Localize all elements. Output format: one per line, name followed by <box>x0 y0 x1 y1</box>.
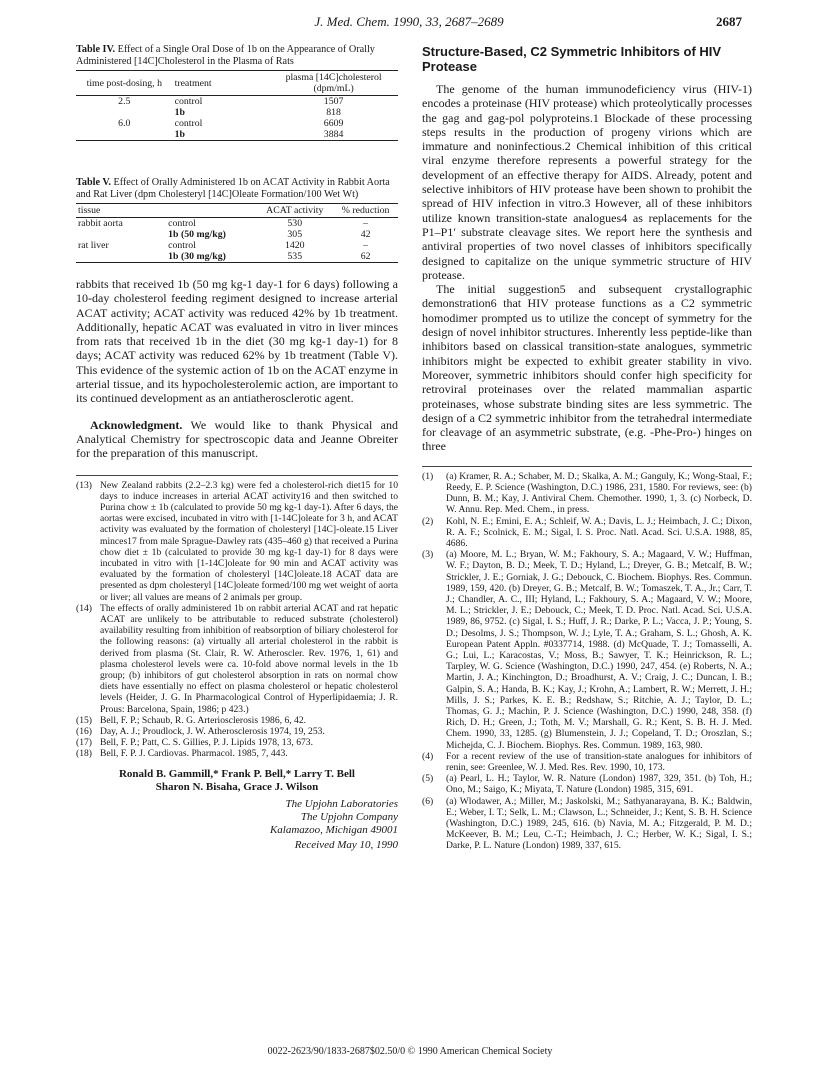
footnote-text: Day, A. J.; Proudlock, J. W. Atherosclerosis 1974, 19, 253. <box>100 726 325 738</box>
table-row <box>76 107 398 118</box>
footnote-number: (15) <box>76 714 92 726</box>
table-v-caption <box>76 177 398 201</box>
table-cell: – <box>363 240 369 251</box>
table-cell: 2.5 <box>118 96 131 107</box>
table-v-label: Table V. <box>76 177 111 188</box>
footnote-number: (13) <box>76 479 92 491</box>
footnote-number: (17) <box>76 737 92 749</box>
affiliation-line: The Upjohn Company <box>300 810 398 823</box>
footnote-number: (6) <box>422 795 434 807</box>
table-iv-label: Table IV. <box>76 44 116 55</box>
received-date: Received May 10, 1990 <box>294 838 398 851</box>
footnote-text: New Zealand rabbits (2.2–2.3 kg) were fed a cholesterol-rich diet15 for 10 days to induce increases in arterial ACAT activity16 and then switched to Purina chow ± 1b (calculated to provide 50 mg kg-1 day-1). After 6 days, the aortas were excised, incubated in vitro with [1-14C]oleate for 3 h, and ACAT activity was evaluated by the formation of cholesteryl [14C]-oleate.15 Liver minces17 from male Sprague-Dawley rats (435–460 g) that received a Purina chow diet ± 1b (calculated to provide 30 mg kg-1 day-1) for 8 days were incubated in vitro with [1-14C]oleate for 90 min and ACAT activity was evaluated by the formation of cholesteryl [14C]oleate.18 ACAT data are presented as dpm cholesteryl [14C]oleate formed/100 mg wet weight of aorta or liver; all values are means of 2 animals per group. <box>100 479 398 603</box>
left-column <box>76 44 398 852</box>
table-cell: control <box>174 118 203 129</box>
table-v <box>76 203 398 263</box>
footnote <box>422 549 752 751</box>
table-row <box>76 218 398 230</box>
table-cell: 3884 <box>323 129 344 140</box>
table-row <box>76 129 398 141</box>
table-cell <box>76 129 173 141</box>
table-cell: 305 <box>287 229 303 240</box>
footnote-divider <box>422 466 752 467</box>
footnote-text: For a recent review of the use of transition-state analogues for inhibitors of renin, see: Greenlee, W. J. Med. Res. Rev. 1990, 10, 173. <box>446 750 752 773</box>
table-row <box>76 96 398 108</box>
footnote <box>422 751 752 773</box>
table-cell: rat liver <box>78 240 109 251</box>
table-row <box>76 251 398 263</box>
table-row <box>76 240 398 251</box>
acknowledgment-text: We would like to thank Physical and Analytical Chemistry for spectroscopic data and Jeanne Obreiter for the preparation of this manuscript. <box>76 417 398 461</box>
authors-line: Ronald B. Gammill,* Frank P. Bell,* Larry T. Bell <box>118 767 355 780</box>
table-iv-caption-text: Effect of a Single Oral Dose of 1b on the Appearance of Orally Administered [14C]Cholesterol in the Plasma of Rats <box>76 44 375 67</box>
footnote <box>422 796 752 852</box>
table-cell: control <box>174 96 203 107</box>
footnote-number: (1) <box>422 470 434 482</box>
table-cell <box>76 107 173 118</box>
table-cell: 1b <box>174 129 185 140</box>
body-paragraph: The genome of the human immunodeficiency virus (HIV-1) encodes a proteinase (HIV protease) which proteolytically processes the gag and gag-pol polyproteins.1 Blockade of these processing steps results in the production of progeny virions which are immature and noninfectious.2 Chemical inhibition of this critical viral enzyme therefore represents a powerful strategy for the development of an effective therapy for AIDS. Already, potent and selective inhibitors of HIV protease have been shown to prohibit the spread of HIV infection in vitro.3 However, all of these inhibitors utilize known transition-state analogues4 as replacements for the P1–P1′ substrate cleavage sites. We report here the synthesis and antiviral properties of two novel classes of inhibitors specifically designed to capitalize on the unique symmetric structure of HIV protease. <box>422 82 752 282</box>
table-v-header <box>166 204 256 218</box>
table-row <box>76 118 398 129</box>
footnote <box>76 715 398 726</box>
footnote-number: (18) <box>76 748 92 760</box>
table-v-caption-text: Effect of Orally Administered 1b on ACAT Activity in Rabbit Aorta and Rat Liver (dpm Cholesteryl [14C]Oleate Formation/100 Wet Wt) <box>76 177 390 200</box>
footnote <box>76 748 398 759</box>
table-cell: 818 <box>326 107 341 118</box>
journal-citation: J. Med. Chem. 1990, 33, 2687–2689 <box>314 14 504 29</box>
footnote <box>422 773 752 795</box>
footnote <box>76 603 398 715</box>
table-cell: 530 <box>287 218 303 229</box>
footnote <box>422 471 752 516</box>
authors-line: Sharon N. Bisaha, Grace J. Wilson <box>155 780 319 793</box>
table-cell: 1b <box>174 107 185 118</box>
right-footnotes <box>422 471 752 852</box>
body-paragraph: The initial suggestion5 and subsequent crystallographic demonstration6 that HIV protease functions as a C2 symmetric homodimer prompted us to utilize the concept of symmetry for the design of novel inhibitor structures. Inherently less peptide-like than inhibitors based on classical transition-state analogues, symmetric inhibitors might be expected to exhibit greater stability in vivo. Moreover, symmetric inhibitors should confer high specificity for retroviral proteinases over the related mammalian aspartic proteinases, whose substrate binding sites are less symmetric. The design of a C2 symmetric inhibitor from the tetrahedral intermediate for cleavage of an asymmetric substrate, (e.g. -Phe-Pro-) hinges on three <box>422 282 752 454</box>
table-cell: 6609 <box>323 118 344 129</box>
footnote <box>76 737 398 748</box>
table-v-header: ACAT activity <box>256 204 333 218</box>
footnote-text: Bell, F. P.; Patt, C. S. Gillies, P. J. Lipids 1978, 13, 673. <box>100 737 313 749</box>
page-number: 2687 <box>716 14 742 29</box>
footnote-number: (14) <box>76 602 92 614</box>
affiliation-line: Kalamazoo, Michigan 49001 <box>269 823 398 836</box>
table-cell: rabbit aorta <box>78 218 123 229</box>
author-list <box>76 768 398 794</box>
footnote-number: (2) <box>422 515 434 527</box>
table-cell: 62 <box>360 251 371 262</box>
article-title: Structure-Based, C2 Symmetric Inhibitors of HIV Protease <box>422 44 722 74</box>
table-row <box>76 229 398 240</box>
footnote-divider <box>76 475 398 476</box>
footnote-text: (a) Wlodawer, A.; Miller, M.; Jaskolski, M.; Sathyanarayana, B. K.; Baldwin, E.; Weber, I. T.; Selk, L. M.; Clawson, L.; Schneider, J.; Kent, S. B. H. Science (Washington, D.C.) 1989, 245, 616. (b) Navia, M. A.; Fitzgerald, P. M. D.; McKeever, B. M.; Leu, C.-T.; Heimbach, J. C.; Herber, W. K.; Sigal, I. S.; Darke, P. L. Nature (London) 1989, 337, 615. <box>446 795 752 852</box>
running-header <box>76 14 742 30</box>
table-cell: control <box>168 218 196 229</box>
footnote-number: (4) <box>422 750 434 762</box>
affiliation <box>76 798 398 852</box>
table-cell: 1420 <box>284 240 305 251</box>
footnote-text: The effects of orally administered 1b on rabbit arterial ACAT and rat hepatic ACAT are unlikely to be attributable to reduced substrate (cholesterol) availability resulting from inhibition of reabsorption of biliary cholesterol for the following reasons: (a) virtually all arterial cholesterol in the rabbit is derived from plasma (St. Clair, R. W. Atheroscler. Rev. 1976, 1, 61) and plasma cholesterol levels were ca. 10-fold above normal levels in the 1b group; (b) inhibitors of gut cholesterol absorption in rats on normal chow diets have essentially no effect on plasma cholesterol or hepatic cholesterol levels (Heider, J. G. In Pharmacological Control of Hyperlipidaemia; J. R. Prous: Barcelona, Spain, 1986; p 423.) <box>100 602 398 715</box>
body-paragraph: rabbits that received 1b (50 mg kg-1 day-1 for 6 days) following a 10-day cholesterol feeding regiment designed to increase arterial ACAT activity; ACAT activity was reduced 42% by 1b treatment. Additionally, hepatic ACAT was evaluated in vitro in liver minces from rats that received 1b in the diet (30 mg kg-1 day-1) for 8 days; ACAT activity was reduced 62% by 1b treatment (Table V). This evidence of the systemic action of 1b on the ACAT enzyme in arterial tissue, and its hypocholesterolemic action, are important to its continued development as an antiatherosclerotic agent. <box>76 277 398 406</box>
table-cell: 1b (50 mg/kg) <box>168 229 226 240</box>
table-iv <box>76 70 398 141</box>
footnote-text: (a) Moore, M. L.; Bryan, W. M.; Fakhoury, S. A.; Magaard, V. W.; Huffman, W. F.; Dayton, B. D.; Meek, T. D.; Hyland, L.; Dreyer, G. B.; Metcalf, B. W.; Strickler, J. E.; Gorniak, J. G.; Debouck, C. Biochem. Biophys. Res. Commun. 1989, 159, 420. (b) Dreyer, G. B.; Metcalf, B. W.; Tomaszek, T. A., Jr.; Carr, T. J.; Chandler, A. C., III; Hyland, L.; Fakhoury, S. A.; Magaard, V. W.; Moore, M. L.; Strickler, J. E.; Debouck, C.; Meek, T. D. Proc. Natl. Acad. Sci. U.S.A. 1989, 86, 9752. (c) Sigal, I. S.; Huff, J. R.; Darke, P. L.; Vacca, J. P.; Young, S. D.; Desolms, J. S.; Thompson, W. J.; Lyle, T. A.; Graham, S. L.; Ghosh, A. K. European Patent Appln. #0337714, 1988. (d) McQuade, T. J.; Tomasselli, A. G.; Lui, L.; Karacostas, V.; Moss, B.; Sawyer, T. K.; Heinrickson, R. L.; Tarpley, W. G. Science (Washington, D.C.) 1990, 247, 454. (e) Roberts, N. A.; Martin, J. A.; Kinchington, D.; Broadhurst, A. V.; Craig, J. C.; Duncan, I. B.; Galpin, S. A.; Handa, B. K.; Kay, J.; Krohn, A.; Lambert, R. W.; Merrett, J. H.; Mills, J. S.; Parkes, K. E. B.; Redshaw, S.; Ritchie, A. J.; Taylor, D. L.; Thomas, G. J.; Machin, P. J. Science (Washington, D.C.) 1990, 248, 358. (f) Rich, D. H.; Green, J.; Toth, M. V.; Marshall, G. R.; Kent, S. B. H. J. Med. Chem. 1990, 33, 1285. (g) Blumenstein, J. J.; Copeland, T. D.; Oroszlan, S.; Michejda, C. J. Biochem. Biophys. Res. Commun. 1989, 163, 980. <box>446 549 752 751</box>
footnote <box>422 516 752 550</box>
table-cell: 1507 <box>323 96 344 107</box>
left-footnotes <box>76 480 398 760</box>
table-cell: 6.0 <box>118 118 131 129</box>
table-iv-header: time post-dosing, h <box>76 71 173 96</box>
footnote-text: Kohl, N. E.; Emini, E. A.; Schleif, W. A.; Davis, L. J.; Heimbach, J. C.; Dixon, R. A. F.; Scolnick, E. M.; Sigal, I. S. Proc. Natl. Acad. Sci. U.S.A. 1988, 85, 4686. <box>446 515 752 549</box>
footnote-number: (5) <box>422 773 434 785</box>
footnote-number: (3) <box>422 549 434 561</box>
table-v-header: tissue <box>76 204 166 218</box>
table-cell <box>76 229 166 240</box>
footnote-number: (16) <box>76 726 92 738</box>
table-cell: control <box>168 240 196 251</box>
footnote <box>76 480 398 603</box>
table-cell: 1b (30 mg/kg) <box>168 251 226 262</box>
table-iv-header: treatment <box>173 71 270 96</box>
table-cell: – <box>363 218 369 229</box>
footnote-text: (a) Kramer, R. A.; Schaber, M. D.; Skalka, A. M.; Ganguly, K.; Wong-Staal, F.; Reedy, E. P. Science (Washington, D.C.) 1986, 231, 1580. For reviews, see: (b) Dunn, B. M.; Kay, J. Antiviral Chem. Chemother. 1990, 1, 3. (c) Norbeck, D. W. Annu. Rep. Med. Chem., in press. <box>446 470 752 516</box>
table-cell <box>76 251 166 263</box>
footnote-text: Bell, F. P. J. Cardiovas. Pharmacol. 1985, 7, 443. <box>100 748 288 760</box>
table-iv-caption <box>76 44 398 68</box>
affiliation-line: The Upjohn Laboratories <box>285 797 398 810</box>
table-v-header: % reduction <box>333 204 398 218</box>
footnote <box>76 726 398 737</box>
acknowledgment-label: Acknowledgment. <box>90 417 183 432</box>
acknowledgment <box>76 418 398 461</box>
footnote-text: (a) Pearl, L. H.; Taylor, W. R. Nature (London) 1987, 329, 351. (b) Toh, H.; Ono, M.; Saigo, K.; Miyata, T. Nature (London) 1985, 315, 691. <box>446 773 752 796</box>
table-iv-header: plasma [14C]cholesterol (dpm/mL) <box>269 71 398 96</box>
page-footer: 0022-2623/90/1833-2687$02.50/0 © 1990 American Chemical Society <box>267 1046 553 1057</box>
table-cell: 42 <box>360 229 371 240</box>
footnote-text: Bell, F. P.; Schaub, R. G. Arteriosclerosis 1986, 6, 42. <box>100 714 307 726</box>
right-column <box>422 44 752 852</box>
table-cell: 535 <box>287 251 303 262</box>
